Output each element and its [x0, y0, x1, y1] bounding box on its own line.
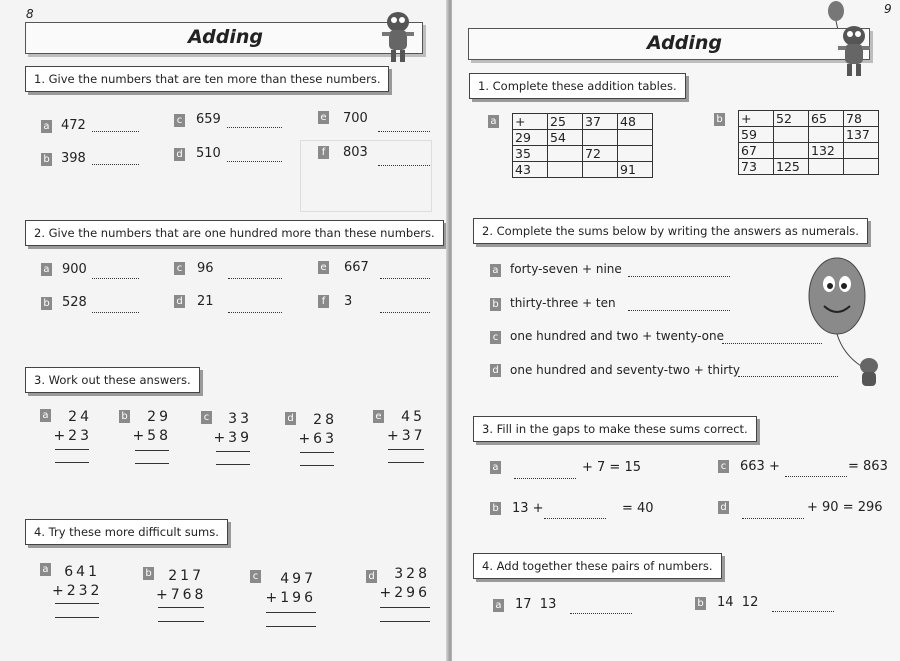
- monster-mascot-icon: [834, 22, 874, 78]
- item-letter: e: [318, 261, 329, 274]
- answer-rule: [300, 452, 334, 453]
- number-value: 667: [344, 260, 369, 275]
- number-value: 398: [61, 151, 86, 166]
- sum-bottom: +63: [298, 431, 337, 447]
- answer-line[interactable]: [628, 276, 730, 277]
- item-letter: d: [490, 364, 501, 377]
- question-4-label: 4. Add together these pairs of numbers.: [473, 553, 722, 579]
- item-letter: d: [174, 295, 185, 308]
- item-letter: f: [318, 146, 329, 159]
- sum-expression: + 7 = 15: [582, 460, 641, 475]
- addition-table-b: [738, 110, 879, 175]
- table-row-head: 59: [739, 127, 774, 143]
- item-letter: c: [201, 411, 212, 424]
- table-cell[interactable]: [548, 162, 583, 178]
- sum-expression: + 90 = 296: [807, 500, 883, 515]
- sum: [264, 570, 316, 608]
- table-row-head: 43: [513, 162, 548, 178]
- number-value: 96: [197, 261, 214, 276]
- item-letter: c: [174, 262, 185, 275]
- item-letter: d: [285, 412, 296, 425]
- answer-line[interactable]: [378, 165, 430, 166]
- sum-top: 29: [147, 409, 171, 425]
- number-pair: 14 12: [717, 595, 759, 610]
- page-title-bar: [25, 22, 423, 54]
- number-value: 510: [196, 146, 221, 161]
- item-letter: a: [41, 263, 52, 276]
- item-letter: a: [40, 409, 51, 422]
- sum-top: 45: [401, 409, 425, 425]
- item-letter: c: [250, 570, 261, 583]
- answer-rule: [158, 607, 204, 608]
- item-letter: d: [366, 570, 377, 583]
- sum: [156, 567, 207, 605]
- gap-line[interactable]: [514, 478, 576, 479]
- sum-top: 24: [68, 409, 92, 425]
- item-letter: b: [714, 113, 725, 126]
- item-letter: b: [41, 297, 52, 310]
- page-number: 9: [884, 2, 892, 16]
- item-letter: b: [490, 502, 501, 515]
- sum: [378, 565, 430, 603]
- sum: [52, 408, 92, 446]
- sum-words: forty-seven + nine: [510, 262, 622, 276]
- sum: [212, 410, 252, 448]
- sum-expression: 13 +: [512, 501, 544, 516]
- question-1-label: 1. Give the numbers that are ten more than these numbers.: [25, 66, 389, 92]
- number-value: 528: [62, 295, 87, 310]
- sum-top: 217: [168, 568, 204, 584]
- sum: [52, 563, 103, 601]
- gap-line[interactable]: [544, 518, 606, 519]
- item-letter: a: [41, 120, 52, 133]
- item-letter: c: [490, 331, 501, 344]
- number-pair: 17 13: [515, 597, 557, 612]
- number-value: 472: [61, 118, 86, 133]
- answer-rule: [380, 621, 430, 622]
- sum-bottom: +196: [265, 590, 316, 606]
- number-value: 700: [343, 111, 368, 126]
- item-letter: d: [174, 148, 185, 161]
- question-1-label: 1. Complete these addition tables.: [469, 73, 686, 99]
- answer-line[interactable]: [92, 278, 139, 279]
- answer-line[interactable]: [772, 611, 834, 612]
- table-cell[interactable]: [618, 146, 653, 162]
- answer-rule: [158, 621, 204, 622]
- question-2-label: 2. Complete the sums below by writing the answers as numerals.: [473, 218, 868, 244]
- answer-rule: [300, 465, 334, 466]
- sum-top: 328: [394, 566, 430, 582]
- table-cell[interactable]: [583, 162, 618, 178]
- number-value: 21: [197, 294, 214, 309]
- table-cell[interactable]: [809, 127, 844, 143]
- sum-top: 33: [228, 411, 252, 427]
- page-title: Adding: [647, 32, 722, 54]
- sum-bottom: +768: [156, 587, 207, 603]
- item-letter: b: [143, 567, 154, 580]
- gap-line[interactable]: [785, 476, 847, 477]
- answer-rule: [55, 603, 99, 604]
- item-letter: b: [695, 597, 706, 610]
- table-header-cell: +: [739, 111, 774, 127]
- table-header-cell: 48: [618, 114, 653, 130]
- question-2-label: 2. Give the numbers that are one hundred more than these numbers.: [25, 220, 444, 246]
- answer-line[interactable]: [380, 312, 430, 313]
- table-cell[interactable]: [844, 159, 879, 175]
- table-cell[interactable]: 91: [618, 162, 653, 178]
- table-cell[interactable]: [809, 159, 844, 175]
- page-title-bar: [468, 28, 870, 60]
- sum-top: 28: [313, 412, 337, 428]
- table-cell[interactable]: 125: [774, 159, 809, 175]
- answer-line[interactable]: [92, 164, 139, 165]
- item-letter: c: [174, 114, 185, 127]
- table-cell[interactable]: 72: [583, 146, 618, 162]
- page-title: Adding: [188, 26, 263, 48]
- answer-rule: [266, 626, 316, 627]
- table-cell[interactable]: [618, 130, 653, 146]
- number-value: 3: [344, 294, 353, 309]
- number-value: 803: [343, 145, 368, 160]
- addition-table-a: [512, 113, 653, 178]
- answer-rule: [380, 607, 430, 608]
- answer-rule: [135, 463, 169, 464]
- number-value: 659: [196, 112, 221, 127]
- answer-line[interactable]: [570, 613, 632, 614]
- item-letter: a: [40, 563, 51, 576]
- question-4-label: 4. Try these more difficult sums.: [25, 519, 228, 545]
- table-row-head: 67: [739, 143, 774, 159]
- table-header-cell: 52: [774, 111, 809, 127]
- sum-words: one hundred and two + twenty-one: [510, 329, 724, 343]
- balloon-character-icon: [807, 254, 887, 389]
- question-3-label: 3. Work out these answers.: [25, 367, 200, 393]
- item-letter: c: [718, 460, 729, 473]
- answer-rule: [135, 450, 169, 451]
- answer-line[interactable]: [227, 127, 282, 128]
- table-row-head: 73: [739, 159, 774, 175]
- item-letter: a: [493, 599, 504, 612]
- answer-line[interactable]: [228, 312, 282, 313]
- answer-rule: [388, 449, 424, 450]
- sum: [297, 411, 337, 449]
- item-letter: a: [490, 264, 501, 277]
- answer-line[interactable]: [92, 312, 139, 313]
- table-header-cell: +: [513, 114, 548, 130]
- item-letter: e: [318, 111, 329, 124]
- answer-line[interactable]: [378, 131, 430, 132]
- table-cell[interactable]: 54: [548, 130, 583, 146]
- table-row-head: 35: [513, 146, 548, 162]
- item-letter: e: [373, 410, 384, 423]
- sum-expression: 663 +: [740, 459, 780, 474]
- table-cell[interactable]: 137: [844, 127, 879, 143]
- table-cell[interactable]: [583, 130, 618, 146]
- sum-expression: = 40: [622, 501, 654, 516]
- left-page: [0, 0, 448, 661]
- item-letter: d: [718, 501, 729, 514]
- item-letter: a: [490, 461, 501, 474]
- table-cell[interactable]: [774, 143, 809, 159]
- sum-expression: = 863: [848, 459, 888, 474]
- table-header-cell: 37: [583, 114, 618, 130]
- sum-bottom: +39: [213, 430, 252, 446]
- answer-rule: [266, 612, 316, 613]
- sum-bottom: +37: [387, 428, 426, 444]
- gap-line[interactable]: [742, 518, 804, 519]
- item-letter: a: [488, 115, 499, 128]
- sum-words: one hundred and seventy-two + thirty: [510, 363, 741, 377]
- answer-rule: [388, 462, 424, 463]
- monster-mascot-icon: [378, 8, 418, 64]
- answer-line[interactable]: [628, 310, 730, 311]
- answer-line[interactable]: [380, 278, 430, 279]
- right-page: [452, 0, 900, 661]
- table-header-cell: 78: [844, 111, 879, 127]
- item-letter: b: [41, 153, 52, 166]
- sum-bottom: +23: [53, 428, 92, 444]
- answer-line[interactable]: [227, 161, 282, 162]
- table-header-cell: 65: [809, 111, 844, 127]
- sum-bottom: +58: [132, 428, 171, 444]
- sum-top: 497: [280, 571, 316, 587]
- table-cell[interactable]: 132: [809, 143, 844, 159]
- answer-line[interactable]: [228, 278, 282, 279]
- sum: [131, 408, 171, 446]
- sum: [387, 408, 425, 446]
- table-cell[interactable]: [774, 127, 809, 143]
- page-number: 8: [26, 7, 34, 21]
- item-letter: f: [318, 295, 329, 308]
- answer-rule: [216, 464, 250, 465]
- table-header-cell: 25: [548, 114, 583, 130]
- answer-rule: [55, 462, 89, 463]
- table-cell[interactable]: [548, 146, 583, 162]
- answer-rule: [55, 617, 99, 618]
- item-letter: b: [490, 298, 501, 311]
- sum-top: 641: [64, 564, 100, 580]
- sum-bottom: +296: [379, 585, 430, 601]
- sum-words: thirty-three + ten: [510, 296, 616, 310]
- item-letter: b: [119, 410, 130, 423]
- number-value: 900: [62, 262, 87, 277]
- answer-rule: [216, 451, 250, 452]
- table-cell[interactable]: [844, 143, 879, 159]
- sum-bottom: +232: [52, 583, 103, 599]
- answer-line[interactable]: [92, 131, 139, 132]
- answer-rule: [55, 449, 89, 450]
- question-3-label: 3. Fill in the gaps to make these sums correct.: [473, 416, 757, 442]
- table-row-head: 29: [513, 130, 548, 146]
